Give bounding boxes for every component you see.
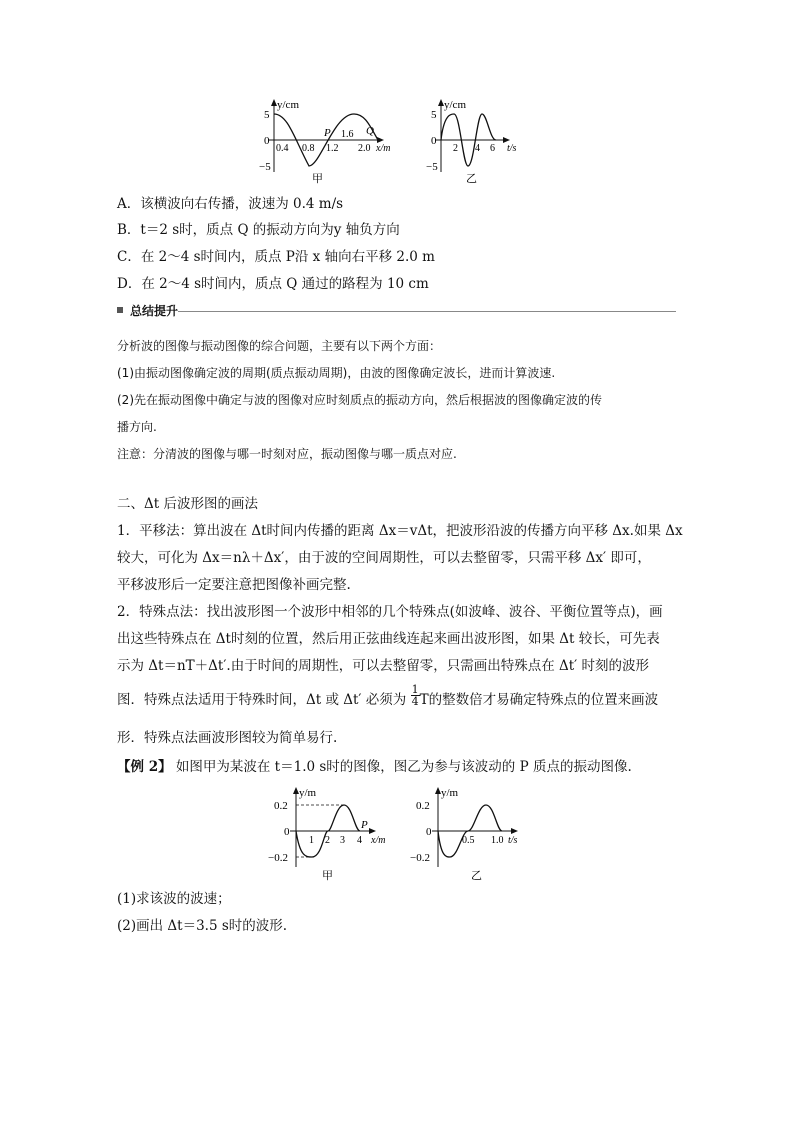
method-2-line-5: 形．特殊点法画波形图较为简单易行. xyxy=(117,730,338,746)
point-p-label: P xyxy=(361,819,368,831)
t-tick-0.5: 0.5 xyxy=(462,835,475,846)
x-tick-0.8: 0.8 xyxy=(302,143,315,154)
y-tick-neg0.2: −0.2 xyxy=(410,852,430,864)
fraction-denominator: 4 xyxy=(411,695,419,708)
t-axis-label: t/s xyxy=(508,835,518,846)
t-axis-label: t/s xyxy=(507,143,517,154)
t-tick-1.0: 1.0 xyxy=(491,835,504,846)
summary-heading: 总结提升 xyxy=(130,304,179,318)
y-axis-label: y/cm xyxy=(444,99,466,111)
x-axis-label: x/m xyxy=(376,143,391,154)
option-d: D．在 2～4 s时间内，质点 Q 通过的路程为 10 cm xyxy=(117,276,429,292)
method-1-line-3: 平移波形后一定要注意把图像补画完整. xyxy=(117,577,351,593)
figure-2-yi xyxy=(404,783,544,883)
section-title: 二、Δt 后波形图的画法 xyxy=(117,496,258,512)
y-axis-label: y/m xyxy=(299,787,317,799)
summary-point-2: (2)先在振动图像中确定与波的图像对应时刻质点的振动方向，然后根据波的图像确定波的传 xyxy=(117,393,603,407)
x-tick-4: 4 xyxy=(357,835,362,846)
method-1-line-1: 1．平移法：算出波在 Δt时间内传播的距离 Δx＝vΔt，把波形沿波的传播方向平移 Δx.如果 Δx xyxy=(117,523,683,539)
y-tick-neg0.2: −0.2 xyxy=(268,852,288,864)
figure-caption: 甲 xyxy=(322,870,333,882)
method-2-line-2: 出这些特殊点在 Δt时刻的位置，然后用正弦曲线连起来画出波形图，如果 Δt 较长，可先表 xyxy=(117,631,660,647)
y-tick-0.2: 0.2 xyxy=(274,800,288,812)
y-tick-0: 0 xyxy=(431,135,437,147)
y-axis-label: y/m xyxy=(441,787,459,799)
x-tick-1: 1 xyxy=(309,835,314,846)
t-tick-6: 6 xyxy=(490,143,495,154)
question-2: (2)画出 Δt＝3.5 s时的波形. xyxy=(117,918,288,934)
y-tick-0: 0 xyxy=(284,826,290,838)
fraction-quarter xyxy=(411,684,420,707)
figure-caption: 乙 xyxy=(471,870,482,882)
x-axis-label: x/m xyxy=(371,835,386,846)
y-tick-0: 0 xyxy=(426,826,432,838)
method-2-line-4-post: T的整数倍才易确定特殊点的位置来画波 xyxy=(419,692,659,708)
figure-2-jia xyxy=(262,783,402,883)
example-label: 【例 2】 xyxy=(117,759,172,775)
example-text: 如图甲为某波在 t＝1.0 s时的图像，图乙为参与该波动的 P 质点的振动图像. xyxy=(175,759,632,775)
option-b: B．t＝2 s时，质点 Q 的振动方向为y 轴负方向 xyxy=(117,222,400,238)
y-tick-5: 5 xyxy=(264,109,270,121)
summary-point-1: (1)由振动图像确定波的周期(质点振动周期)，由波的图像确定波长，进而计算波速. xyxy=(117,366,556,380)
x-tick-1.6: 1.6 xyxy=(341,129,354,140)
y-tick-0: 0 xyxy=(264,135,270,147)
fraction-numerator: 1 xyxy=(411,683,419,696)
x-tick-0.4: 0.4 xyxy=(276,143,289,154)
y-axis-label: y/cm xyxy=(277,99,299,111)
example-statement xyxy=(117,757,632,777)
method-2-line-3: 示为 Δt＝nT＋Δt′.由于时间的周期性，可以去整留零，只需画出特殊点在 Δt′ 时刻的波形 xyxy=(117,658,650,674)
x-tick-3: 3 xyxy=(340,835,345,846)
y-tick-neg5: −5 xyxy=(259,161,271,173)
method-2-line-4 xyxy=(117,683,659,710)
method-1-line-2: 较大，可化为 Δx＝nλ＋Δx′，由于波的空间周期性，可以去整留零，只需平移 Δx′ 即可， xyxy=(117,550,651,566)
heading-marker xyxy=(117,307,123,313)
option-a: A．该横波向右传播，波速为 0.4 m/s xyxy=(117,196,344,212)
figure-caption: 乙 xyxy=(466,173,477,185)
figure-1-jia xyxy=(250,96,410,186)
x-tick-2: 2 xyxy=(325,835,330,846)
x-tick-2.0: 2.0 xyxy=(358,143,371,154)
summary-intro: 分析波的图像与振动图像的综合问题，主要有以下两个方面： xyxy=(117,339,442,353)
figure-caption: 甲 xyxy=(312,173,323,185)
point-p-label: P xyxy=(324,127,331,139)
summary-note: 注意：分清波的图像与哪一时刻对应，振动图像与哪一质点对应. xyxy=(117,447,457,461)
y-tick-5: 5 xyxy=(431,109,437,121)
question-1: (1)求该波的波速； xyxy=(117,891,231,907)
y-tick-0.2: 0.2 xyxy=(416,800,430,812)
heading-divider xyxy=(178,311,676,312)
method-2-line-4-pre: 图．特殊点法适用于特殊时间，Δt 或 Δt′ 必须为 xyxy=(117,692,407,708)
y-tick-neg5: −5 xyxy=(426,161,438,173)
point-q-label: Q xyxy=(366,125,374,137)
summary-point-2-cont: 播方向. xyxy=(117,420,157,434)
method-2-line-1: 2．特殊点法：找出波形图一个波形中相邻的几个特殊点(如波峰、波谷、平衡位置等点)，画 xyxy=(117,604,663,620)
t-tick-2: 2 xyxy=(453,143,458,154)
x-tick-1.2: 1.2 xyxy=(326,143,339,154)
t-tick-4: 4 xyxy=(475,143,480,154)
option-c: C．在 2～4 s时间内，质点 P沿 x 轴向右平移 2.0 m xyxy=(117,249,435,265)
figure-1-yi xyxy=(420,96,530,186)
